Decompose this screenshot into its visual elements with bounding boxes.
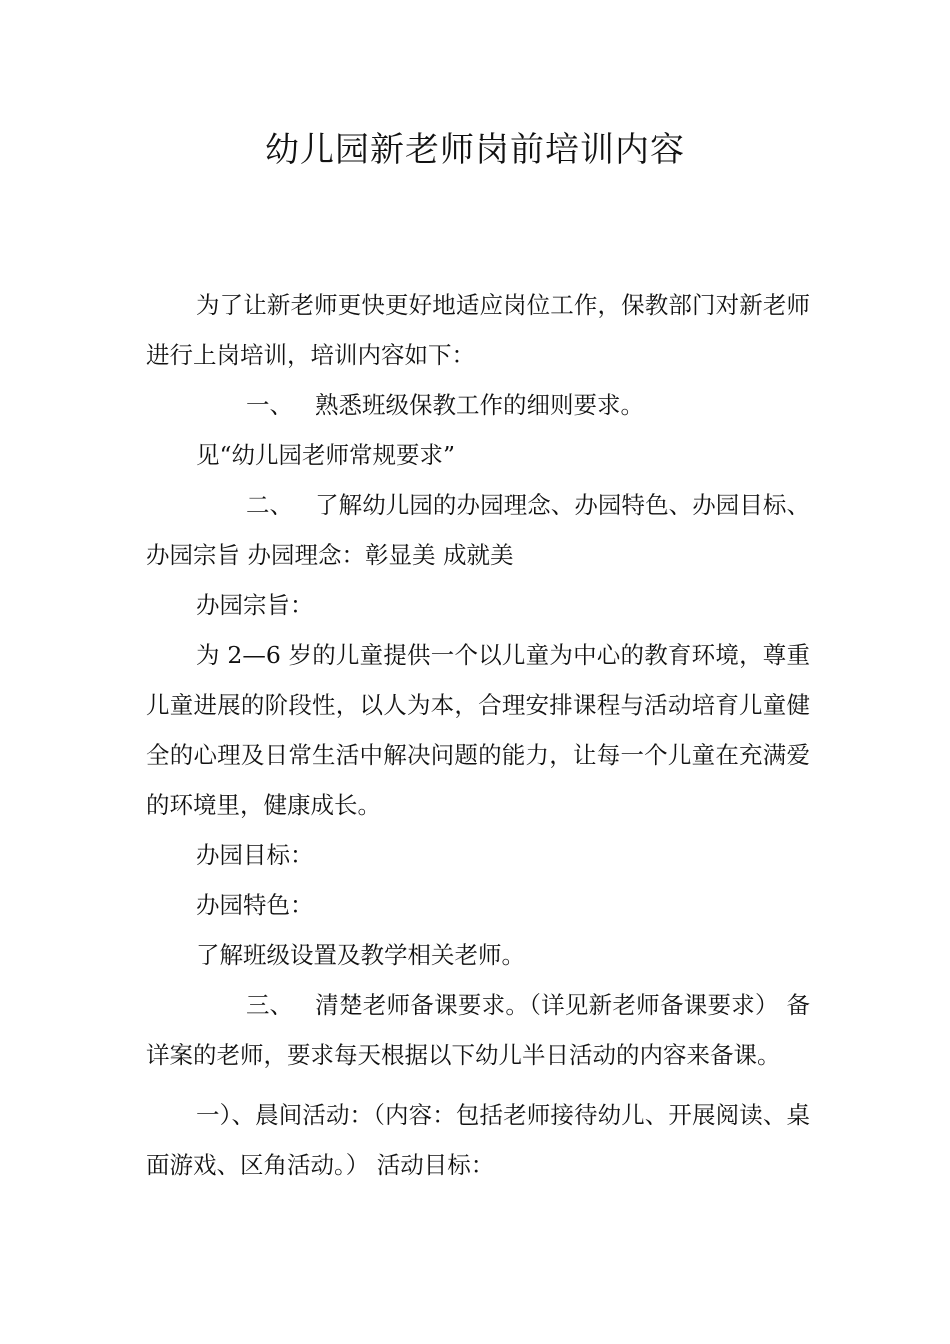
goal-heading: 办园目标： bbox=[196, 841, 314, 869]
section-three bbox=[146, 980, 810, 1080]
paragraph-gap bbox=[146, 1080, 810, 1090]
purpose-paragraph: 为 2—6 岁的儿童提供一个以儿童为中心的教育环境，尊重儿童进展的阶段性，以人为本，合理安排课程与活动培育儿童健全的心理及日常生活中解决问题的能力，让每一个儿童在充满爱的环境里，健康成长。 bbox=[146, 641, 810, 819]
document-title: 幼儿园新老师岗前培训内容 bbox=[265, 130, 685, 170]
class-setup-paragraph: 了解班级设置及教学相关老师。 bbox=[196, 941, 525, 969]
section-three-number: 三、 bbox=[246, 991, 293, 1019]
section-one bbox=[146, 380, 810, 430]
see-reference-paragraph: 见“幼儿园老师常规要求” bbox=[196, 441, 456, 469]
morning-activity-paragraph: 一）、晨间活动：（内容：包括老师接待幼儿、开展阅读、桌面游戏、区角活动。） 活动目标： bbox=[146, 1101, 810, 1179]
section-two-text: 了解幼儿园的办园理念、办园特色、办园目标、办园宗旨 办园理念：彰显美 成就美 bbox=[146, 491, 810, 569]
section-three-text: 清楚老师备课要求。（详见新老师备课要求） 备详案的老师，要求每天根据以下幼儿半日活动的内容来备课。 bbox=[146, 991, 810, 1069]
document-body bbox=[146, 280, 810, 1190]
purpose-heading: 办园宗旨： bbox=[196, 591, 314, 619]
section-two-number: 二、 bbox=[246, 491, 293, 519]
section-one-number: 一、 bbox=[246, 391, 293, 419]
section-two bbox=[146, 480, 810, 580]
feature-heading: 办园特色： bbox=[196, 891, 314, 919]
intro-paragraph: 为了让新老师更快更好地适应岗位工作，保教部门对新老师进行上岗培训，培训内容如下： bbox=[146, 291, 810, 369]
section-one-text: 熟悉班级保教工作的细则要求。 bbox=[315, 391, 644, 419]
